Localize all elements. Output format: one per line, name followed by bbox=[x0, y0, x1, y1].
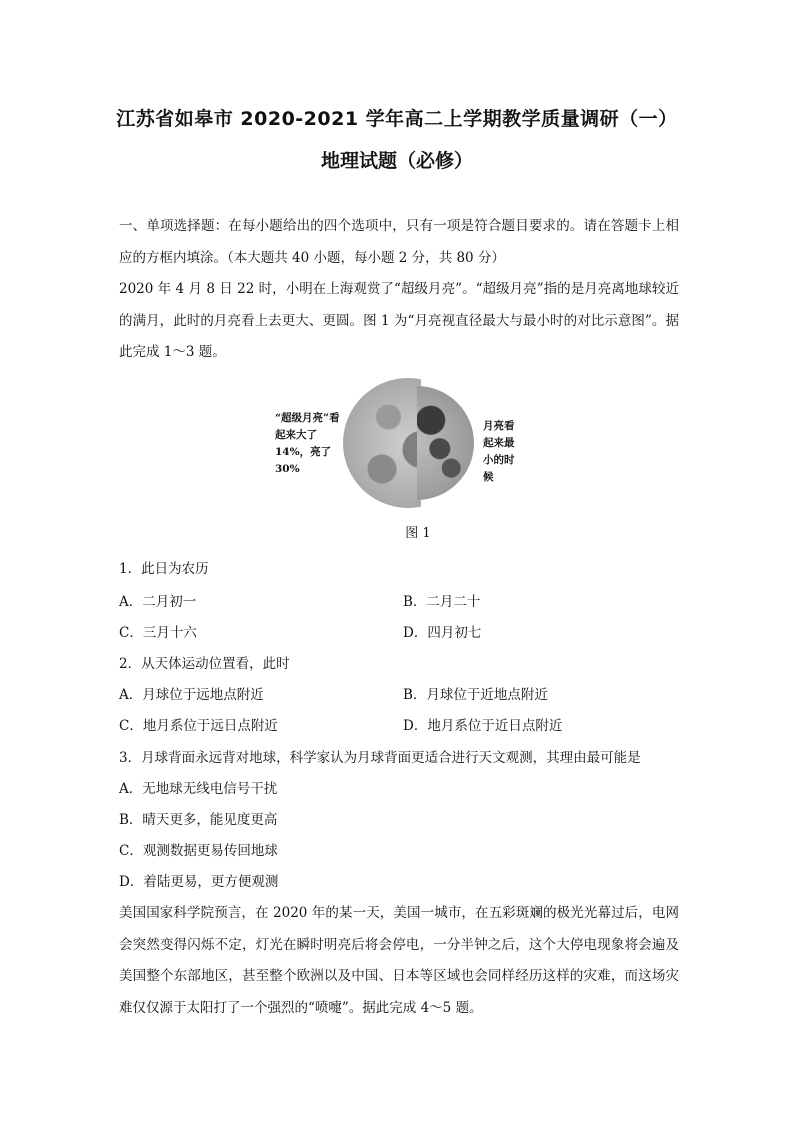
material-paragraph-1: 2020 年 4 月 8 日 22 时，小明在上海观赏了“超级月亮”。“超级月亮”指的是月亮离地球较近的满月，此时的月亮看上去更大、更圆。图 1 为“月亮视直径最大与最小时的对比示意图”。据此完成 1～3 题。 bbox=[119, 281, 679, 360]
figure-right-caption: 月亮看起来最小的时候 bbox=[483, 420, 515, 483]
question-1-option-c: C．三月十六 bbox=[119, 625, 197, 641]
question-2-option-b: B．月球位于近地点附近 bbox=[403, 687, 548, 703]
material-paragraph-2: 美国国家科学院预言，在 2020 年的某一天，美国一城市，在五彩斑斓的极光光幕过后，电网会突然变得闪烁不定，灯光在瞬时明亮后将会停电，一分半钟之后，这个大停电现象将会遍及美国整个东部地区，甚至整个欧洲以及中国、日本等区域也会同样经历这样的灾难，而这场灾难仅仅源于太阳打了一个强烈的“喷嚏”。据此完成 4～5 题。 bbox=[119, 905, 679, 1016]
question-3-option-c: C．观测数据更易传回地球 bbox=[119, 843, 278, 859]
question-3-option-d: D．着陆更易，更方便观测 bbox=[119, 874, 279, 890]
figure-caption: 图 1 bbox=[405, 526, 431, 541]
document-subtitle: 地理试题（必修） bbox=[320, 150, 473, 172]
full-moon-small-icon bbox=[417, 386, 474, 500]
question-2-stem: 2．从天体运动位置看，此时 bbox=[119, 656, 290, 672]
question-2-option-c: C．地月系位于远日点附近 bbox=[119, 718, 278, 734]
section-instructions: 一、单项选择题：在每小题给出的四个选项中，只有一项是符合题目要求的。请在答题卡上相应的方框内填涂。（本大题共 40 小题，每小题 2 分，共 80 分） bbox=[119, 218, 679, 266]
question-1-option-d: D．四月初七 bbox=[403, 625, 482, 641]
figure-left-caption: “超级月亮”看起来大了14%，亮了30% bbox=[275, 412, 340, 475]
question-2-option-a: A．月球位于远地点附近 bbox=[119, 687, 264, 703]
question-1-option-a: A．二月初一 bbox=[119, 594, 197, 610]
document-title: 江苏省如皋市 2020-2021 学年高二上学期教学质量调研（一） bbox=[116, 108, 678, 130]
question-1-option-b: B．二月二十 bbox=[403, 594, 481, 610]
question-2-option-d: D．地月系位于近日点附近 bbox=[403, 718, 563, 734]
moon-comparison-figure bbox=[275, 378, 520, 508]
question-3-stem: 3．月球背面永远背对地球，科学家认为月球背面更适合进行天文观测，其理由最可能是 bbox=[119, 750, 641, 766]
question-3-option-a: A．无地球无线电信号干扰 bbox=[119, 781, 278, 797]
question-1-stem: 1．此日为农历 bbox=[119, 561, 209, 577]
full-moon-large-icon bbox=[343, 378, 421, 508]
question-3-option-b: B．晴天更多，能见度更高 bbox=[119, 812, 278, 828]
